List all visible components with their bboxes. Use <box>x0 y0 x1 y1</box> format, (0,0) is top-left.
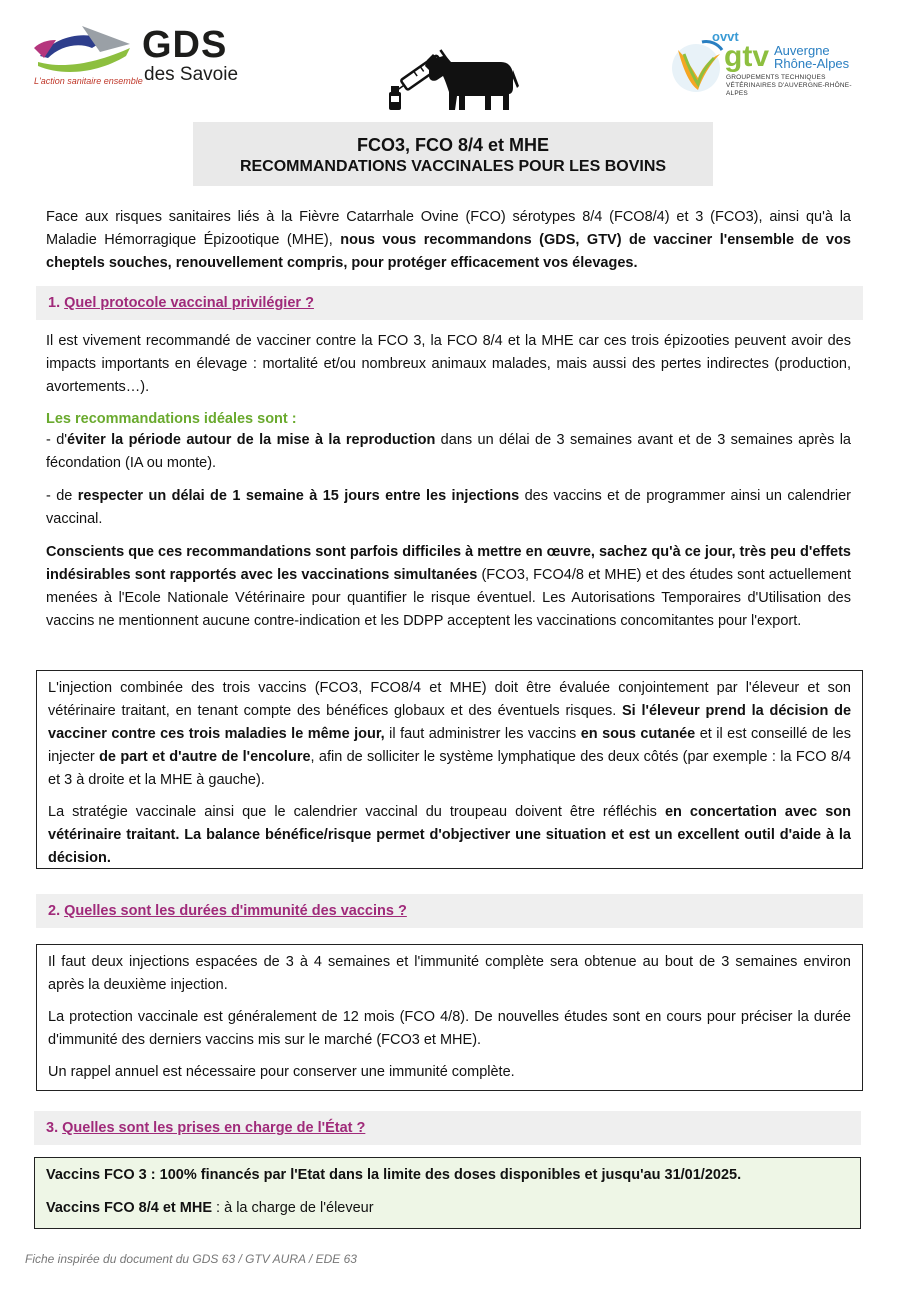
combined-injection-para-1 <box>48 677 851 792</box>
gtv-logo <box>670 20 870 100</box>
section-1-para-2-rest: (FCO3, FCO4/8 et MHE) et des études sont actuellement menées à l'Ecole Nationale Vétérinaire pour quantifier le risque éventuel. Les Autorisations Temporaires d'Utilisation des vaccins ne mentionnent aucune contre-indication et les DDPP acceptent les vaccinations concomitantes pour l'export. <box>46 567 851 629</box>
funding-line-2-rest: : à la charge de l'éleveur <box>212 1200 374 1216</box>
recommendation-1-bold: éviter la période autour de la mise à la reproduction <box>67 432 436 448</box>
section-2-number: 2. <box>48 903 61 919</box>
recommendations-title: Les recommandations idéales sont : <box>46 411 297 427</box>
gtv-text: gtv <box>724 40 769 73</box>
region-line-2: Rhône-Alpes <box>774 56 850 71</box>
title-box <box>193 122 713 186</box>
recommendation-2-pre: - de <box>46 488 78 504</box>
syringe-and-cow-icon <box>385 40 520 115</box>
box-p2-b: en concertation avec son vétérinaire traitant. La balance bénéfice/risque permet d'objectiver une situation et est un excellent outil d'aide à la décision. <box>48 804 851 866</box>
section-1-para-1: Il est vivement recommandé de vacciner contre la FCO 3, la FCO 8/4 et la MHE car ces trois épizooties peuvent avoir des impacts importants en élevage : mortalité et/ou nombreux animaux malades, mais aussi des pertes indirectes (production, avortements…). <box>46 333 851 395</box>
section-3-heading: Quelles sont les prises en charge de l'État ? <box>62 1120 366 1136</box>
gtv-subtitle: GROUPEMENTS TECHNIQUES VÉTÉRINAIRES D'AUVERGNE-RHÔNE-ALPES <box>726 74 852 97</box>
section-1-number: 1. <box>48 295 61 311</box>
recommendation-2-bold: respecter un délai de 1 semaine à 15 jours entre les injections <box>77 488 520 504</box>
funding-line-1 <box>46 1164 849 1187</box>
section-1-para-2-bold: Conscients que ces recommandations sont parfois difficiles à mettre en œuvre, sachez qu'à ce jour, très peu d'effets indésirables sont rapportés avec les vaccinations simultanées <box>46 544 851 583</box>
ovvt-text: ovvt <box>712 29 739 44</box>
intro-paragraph <box>46 206 851 275</box>
gds-subtitle: des Savoie <box>144 64 239 85</box>
box-p1-g: , afin de solliciter le système lymphatique des deux côtés (par exemple : la FCO 8/4 et 3 à droite et la MHE à gauche). <box>48 749 851 788</box>
gds-logo <box>30 16 250 96</box>
box-p1-e: et il est conseillé de les injecter <box>48 726 851 765</box>
section-3-header <box>34 1111 861 1145</box>
immunity-para-2: La protection vaccinale est généralement de 12 mois (FCO 4/8). De nouvelles études sont en cours pour préciser la durée d'immunité des derniers vaccins mis sur le marché (FCO3 et MHE). <box>48 1009 851 1048</box>
immunity-para-3: Un rappel annuel est nécessaire pour conserver une immunité complète. <box>48 1064 515 1080</box>
funding-line-1-text: Vaccins FCO 3 : 100% financés par l'Etat dans la limite des doses disponibles et jusqu'au 31/01/2025. <box>46 1167 742 1183</box>
state-funding-box <box>34 1157 861 1229</box>
footer-source: Fiche inspirée du document du GDS 63 / GTV AURA / EDE 63 <box>25 1252 357 1266</box>
box-p1-a: L'injection combinée des trois vaccins (FCO3, FCO8/4 et MHE) doit être évaluée conjointement par l'éleveur et son vétérinaire traitant, en tenant compte des bénéfices globaux et des éventuels risques. <box>48 680 851 719</box>
section-2-header <box>36 894 863 928</box>
page-subtitle: RECOMMANDATIONS VACCINALES POUR LES BOVINS <box>239 158 667 175</box>
recommendation-1-pre: - d' <box>46 432 68 448</box>
immunity-para-1: Il faut deux injections espacées de 3 à 4 semaines et l'immunité complète sera obtenue au bout de 3 semaines environ après la deuxième injection. <box>48 954 851 993</box>
section-2-heading: Quelles sont les durées d'immunité des vaccins ? <box>64 903 407 919</box>
combined-injection-para-2 <box>48 801 851 870</box>
immunity-box <box>36 944 863 1091</box>
box-p1-b: Si l'éleveur prend la décision de vacciner contre ces trois maladies le même jour, <box>48 703 852 742</box>
gds-logo-mark-icon <box>30 18 135 78</box>
box-p2-a: La stratégie vaccinale ainsi que le calendrier vaccinal du troupeau doivent être réfléchis <box>48 804 665 820</box>
box-p1-d: en sous cutanée <box>580 726 696 742</box>
recommendation-2-post: des vaccins et de programmer ainsi un calendrier vaccinal. <box>46 488 851 527</box>
recommendation-1 <box>46 429 851 475</box>
recommendation-1-post: dans un délai de 3 semaines avant et de 3 semaines après la fécondation (IA ou monte). <box>46 432 851 471</box>
box-p1-c: il faut administrer les vaccins <box>384 726 581 742</box>
intro-bold: nous vous recommandons (GDS, GTV) de vacciner l'ensemble de vos cheptels souches, renouvellement compris, pour protéger efficacement vos élevages. <box>46 232 851 271</box>
section-1-header <box>36 286 863 320</box>
funding-line-2-bold: Vaccins FCO 8/4 et MHE <box>46 1200 213 1216</box>
section-1-heading: Quel protocole vaccinal privilégier ? <box>64 295 314 311</box>
section-1-para-2 <box>46 541 851 633</box>
box-p1-f: de part et d'autre de l'encolure <box>99 749 311 765</box>
section-1-body <box>46 330 851 633</box>
funding-line-2 <box>46 1197 849 1220</box>
intro-text: Face aux risques sanitaires liés à la Fièvre Catarrhale Ovine (FCO) sérotypes 8/4 (FCO8/4) et 3 (FCO3), ainsi qu'à la Maladie Hémorragique Épizootique (MHE), <box>46 209 851 248</box>
combined-injection-box <box>36 670 863 869</box>
recommendation-2 <box>46 485 851 531</box>
region-line-1: Auvergne <box>774 43 830 58</box>
gds-name: GDS <box>142 24 228 66</box>
section-3-number: 3. <box>46 1120 59 1136</box>
page-title: FCO3, FCO 8/4 et MHE <box>356 135 550 155</box>
gds-tagline: L'action sanitaire ensemble <box>34 76 143 86</box>
